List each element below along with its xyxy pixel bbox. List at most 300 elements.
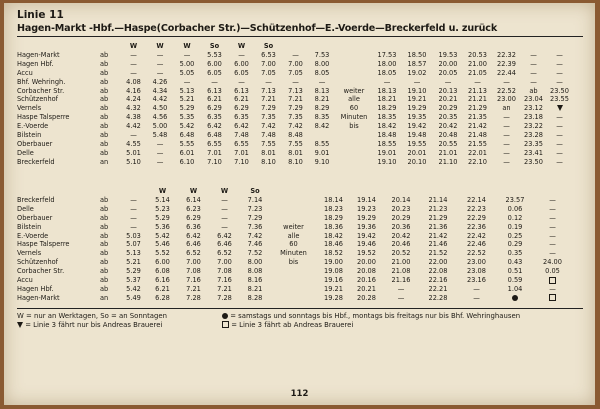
departure-time: 21.00 (391, 258, 411, 267)
table-row (17, 294, 571, 303)
departure-time: 18.55 (377, 139, 397, 148)
departure-time: 0.12 (507, 213, 523, 222)
departure-time: — (221, 195, 228, 204)
departure-time: 9.01 (314, 148, 330, 157)
table-row (17, 149, 573, 158)
station-name: Bhf. Wehringh. (17, 77, 66, 86)
departure-time (546, 104, 573, 113)
departure-time: 8.08 (247, 267, 263, 276)
departure-time: 8.16 (247, 276, 263, 285)
table-row (17, 196, 571, 205)
departure-time: 19.53 (438, 50, 458, 59)
departure-time: — (130, 50, 137, 59)
departure-time: 7.10 (234, 157, 249, 166)
station-name: Hagen-Markt (17, 293, 60, 302)
departure-time: 21.42 (468, 122, 487, 131)
departure-time: 8.55 (314, 139, 330, 148)
departure-time: 21.13 (468, 86, 487, 95)
departure-time: 7.35 (261, 113, 276, 122)
departure-time: — (130, 195, 137, 204)
departure-time: 6.05 (207, 68, 222, 77)
departure-time: — (444, 77, 452, 86)
station-name: E.-Voerde (17, 231, 49, 240)
departure-time: 19.55 (407, 139, 427, 148)
departure-time: 5.01 (126, 148, 141, 157)
departure-time: 0.25 (507, 231, 523, 240)
interval-note (335, 149, 373, 158)
departure-time: 7.29 (261, 104, 276, 113)
departure-time: 5.42 (179, 122, 195, 131)
departure-time: 5.21 (126, 258, 141, 267)
departure-time: 18.35 (377, 113, 397, 122)
departure-time: 23.00 (497, 95, 516, 104)
departure-time: 7.29 (247, 213, 263, 222)
interval-note: bis (288, 258, 299, 267)
interval-note (270, 205, 317, 214)
table-row (17, 249, 571, 258)
departure-time: 5.49 (126, 293, 141, 302)
departure-time: 19.08 (324, 267, 343, 276)
table-row (17, 131, 573, 140)
departure-time: 6.42 (217, 231, 232, 240)
day-code-header: W (189, 187, 198, 195)
departure-time: 22.29 (467, 213, 486, 222)
departure-time: 7.16 (186, 276, 201, 285)
departure-time: 22.21 (428, 284, 448, 293)
departure-time: 21.52 (428, 249, 448, 258)
departure-time: 18.57 (407, 59, 427, 68)
departure-time: — (503, 148, 510, 157)
departure-time: 7.42 (247, 231, 263, 240)
departure-time: — (473, 284, 480, 293)
departure-time: 19.36 (357, 222, 376, 231)
departure-time: 7.00 (288, 59, 303, 68)
departure-time: 7.08 (217, 267, 232, 276)
departure-time: 0.51 (507, 267, 523, 276)
departure-time: 1.04 (507, 284, 523, 293)
interval-note (335, 158, 373, 167)
departure-time: 21.08 (391, 267, 411, 276)
departure-time: 0.06 (507, 204, 523, 213)
departure-time: 5.29 (155, 213, 170, 222)
station-name: Bilstein (17, 222, 42, 231)
direction-marker: ab (100, 95, 109, 104)
direction-marker: ab (100, 148, 109, 157)
departure-time: 21.36 (428, 222, 448, 231)
departure-time: 4.08 (126, 77, 141, 86)
direction-marker: ab (100, 113, 109, 122)
legend-day-codes: W = nur an Werktagen, So = an Sonntagen (17, 312, 168, 320)
departure-time: — (503, 122, 510, 131)
direction-marker: ab (100, 267, 109, 276)
departure-time: — (156, 59, 164, 68)
departure-time: — (130, 68, 137, 77)
departure-time: 8.28 (247, 293, 263, 302)
departure-time: 7.46 (247, 240, 263, 249)
departure-time: 7.55 (261, 139, 276, 148)
departure-time: 6.08 (155, 267, 170, 276)
departure-time: — (156, 68, 164, 77)
departure-time: 4.16 (126, 86, 141, 95)
departure-time: — (556, 68, 563, 77)
departure-time: 19.16 (324, 276, 343, 285)
departure-time: 7.23 (247, 204, 263, 213)
table-row (17, 214, 571, 223)
departure-time: 20.48 (438, 131, 458, 140)
square-icon (549, 277, 556, 284)
departure-time: 6.16 (155, 276, 170, 285)
table-row (17, 69, 573, 78)
departure-time: 22.10 (468, 157, 487, 166)
departure-time: 18.42 (377, 122, 397, 131)
departure-time: 18.05 (377, 68, 397, 77)
departure-time: 5.52 (155, 249, 170, 258)
departure-time: 5.53 (207, 50, 222, 59)
departure-time: — (156, 157, 164, 166)
inbound-header-row (17, 187, 571, 196)
day-code-header: W (129, 42, 138, 50)
departure-time: — (549, 231, 556, 240)
interval-note: Minuten (340, 113, 368, 122)
departure-time (534, 276, 571, 285)
departure-time: — (292, 77, 299, 86)
departure-time: — (473, 293, 480, 302)
interval-note (335, 51, 373, 60)
departure-time: 6.21 (207, 95, 222, 104)
departure-time: 20.10 (407, 157, 427, 166)
departure-time: — (556, 131, 563, 140)
departure-time: 20.42 (438, 122, 458, 131)
departure-time: 18.21 (377, 95, 397, 104)
departure-time: — (221, 213, 228, 222)
departure-time: 5.13 (179, 86, 195, 95)
departure-time: 21.35 (468, 113, 487, 122)
departure-time: — (413, 77, 421, 86)
departure-time: 19.52 (357, 249, 376, 258)
departure-time: 19.23 (357, 204, 376, 213)
departure-time: 21.00 (468, 59, 487, 68)
departure-time: 8.35 (314, 113, 330, 122)
departure-time: 22.52 (497, 86, 516, 95)
departure-time: 22.00 (428, 258, 448, 267)
table-row (17, 51, 573, 60)
departure-time: 6.00 (234, 59, 249, 68)
direction-marker: ab (100, 139, 109, 148)
square-icon (222, 321, 229, 328)
table-row (17, 113, 573, 122)
interval-note: weiter (283, 222, 304, 231)
interval-note (270, 276, 317, 285)
departure-time: 7.16 (217, 276, 232, 285)
departure-time: 21.55 (468, 139, 487, 148)
departure-time: 23.41 (524, 148, 543, 157)
day-code-header: So (263, 42, 274, 50)
title-rule (17, 36, 583, 37)
departure-time: — (503, 113, 510, 122)
departure-time: 0.43 (507, 258, 523, 267)
station-name: Haspe Talsperre (17, 113, 70, 122)
departure-time: 23.16 (467, 276, 486, 285)
departure-time: — (130, 213, 137, 222)
departure-time: 5.10 (126, 157, 141, 166)
direction-marker: ab (100, 213, 109, 222)
interval-note (270, 196, 317, 205)
departure-time: 20.21 (438, 95, 458, 104)
table-row (17, 205, 571, 214)
departure-time: 5.37 (126, 276, 141, 285)
departure-time: — (211, 77, 218, 86)
outbound-timetable (17, 42, 573, 167)
departure-time: 19.35 (407, 113, 427, 122)
departure-time: 5.00 (152, 122, 168, 131)
departure-time: — (383, 77, 391, 86)
departure-time: 18.48 (377, 131, 397, 140)
interval-note: 60 (349, 104, 359, 113)
direction-marker: ab (100, 104, 109, 113)
departure-time: 21.23 (428, 204, 448, 213)
direction-marker: ab (100, 258, 109, 267)
departure-time: 7.53 (314, 50, 330, 59)
station-name: Vernels (17, 104, 42, 113)
departure-time: 20.52 (391, 249, 411, 258)
departure-time: 20.42 (391, 231, 411, 240)
departure-time: 0.29 (507, 240, 523, 249)
departure-time: 8.10 (288, 157, 303, 166)
departure-time: 7.00 (217, 258, 232, 267)
interval-note: weiter (343, 86, 365, 95)
direction-marker: ab (100, 222, 109, 231)
departure-time: 6.21 (234, 95, 249, 104)
departure-time: 9.10 (314, 157, 330, 166)
table-row (17, 104, 573, 113)
inbound-timetable (17, 187, 571, 303)
departure-time: 18.13 (377, 86, 397, 95)
legend-saturday-sunday (222, 312, 520, 321)
departure-time: 20.46 (391, 240, 411, 249)
departure-time: 6.35 (234, 113, 249, 122)
departure-time: 20.35 (438, 113, 458, 122)
departure-time: 4.50 (152, 104, 168, 113)
departure-time: 23.35 (524, 139, 543, 148)
station-name: Hagen-Markt (17, 50, 60, 59)
departure-time: — (156, 50, 164, 59)
departure-time: 20.00 (438, 59, 458, 68)
departure-time: 0.19 (507, 222, 523, 231)
station-name: Accu (17, 68, 33, 77)
departure-time: 21.29 (468, 104, 487, 113)
direction-marker: an (100, 293, 109, 302)
departure-time: 20.28 (357, 293, 376, 302)
departure-time: 7.42 (288, 122, 303, 131)
departure-time: 18.29 (377, 104, 397, 113)
station-name: Corbacher Str. (17, 86, 65, 95)
departure-time: 5.48 (152, 131, 168, 140)
departure-time: 20.05 (438, 68, 458, 77)
departure-time: — (530, 68, 537, 77)
departure-time: 18.00 (377, 59, 397, 68)
departure-time: 7.08 (186, 267, 201, 276)
station-name: Hagen Hbf. (17, 284, 54, 293)
departure-time: 22.08 (428, 267, 448, 276)
departure-time: 6.52 (186, 249, 201, 258)
departure-time: — (556, 157, 563, 166)
direction-marker: ab (100, 122, 109, 131)
departure-time: 19.00 (324, 258, 343, 267)
departure-time: 22.42 (467, 231, 486, 240)
departure-time: 19.02 (407, 68, 427, 77)
interval-note (270, 267, 317, 276)
departure-time: — (556, 122, 563, 131)
legend-left (17, 312, 167, 330)
departure-time: 19.46 (357, 240, 376, 249)
interval-note: bis (349, 122, 359, 131)
departure-time: 4.32 (126, 104, 141, 113)
departure-time: 6.13 (234, 86, 249, 95)
departure-time (309, 131, 335, 140)
departure-time: 7.21 (288, 95, 303, 104)
departure-time: 8.21 (314, 95, 330, 104)
departure-time: — (318, 77, 326, 86)
departure-time: 4.42 (152, 95, 168, 104)
station-name: Accu (17, 276, 33, 285)
departure-time: 23.55 (550, 95, 569, 104)
station-name: Oberbauer (17, 139, 53, 148)
departure-time: 8.21 (247, 284, 263, 293)
direction-marker: ab (100, 240, 109, 249)
departure-time: 7.28 (186, 293, 201, 302)
departure-time: 7.05 (261, 68, 276, 77)
table-row (17, 240, 571, 249)
departure-time: 22.16 (428, 276, 448, 285)
departure-time: — (221, 222, 228, 231)
departure-time: 5.36 (155, 222, 170, 231)
legend-rule (17, 308, 583, 309)
departure-time: 6.00 (207, 59, 222, 68)
day-code-header: W (156, 42, 164, 50)
departure-time (496, 294, 534, 303)
departure-time: — (503, 157, 510, 166)
departure-time: 8.29 (314, 104, 330, 113)
table-row (17, 285, 571, 294)
departure-time: 7.42 (261, 122, 276, 131)
departure-time: 8.00 (247, 258, 263, 267)
departure-time: — (556, 59, 563, 68)
day-code-header: So (250, 187, 260, 195)
departure-time: — (156, 148, 164, 157)
departure-time: — (556, 113, 563, 122)
legend-line3-until (17, 321, 167, 330)
direction-marker: ab (100, 131, 109, 140)
departure-time: 22.32 (497, 50, 516, 59)
departure-time: 20.53 (468, 50, 487, 59)
departure-time: 6.29 (186, 213, 201, 222)
departure-time: 6.36 (186, 222, 201, 231)
interval-note: alle (348, 95, 360, 104)
direction-marker: ab (100, 50, 109, 59)
departure-time: — (549, 222, 556, 231)
direction-marker: an (100, 157, 109, 166)
departure-time: — (397, 284, 405, 293)
departure-time: — (130, 59, 137, 68)
departure-time: — (556, 139, 563, 148)
legend-right (222, 312, 520, 330)
departure-time: 7.52 (247, 249, 263, 258)
departure-time: 20.14 (391, 195, 411, 204)
departure-time: — (549, 240, 556, 249)
departure-time: 20.55 (438, 139, 458, 148)
departure-time: — (503, 77, 510, 86)
departure-time: 6.10 (179, 157, 195, 166)
departure-time: — (556, 50, 563, 59)
departure-time: 24.00 (543, 258, 562, 267)
departure-time: 22.28 (428, 293, 448, 302)
station-name: E.-Voerde (17, 122, 49, 131)
departure-time: 22.23 (467, 204, 486, 213)
departure-time: — (130, 222, 137, 231)
departure-time: 6.48 (179, 131, 195, 140)
table-row (17, 140, 573, 149)
direction-marker: ab (100, 276, 109, 285)
direction-marker: ab (100, 204, 109, 213)
departure-time: 6.05 (234, 68, 249, 77)
departure-time: 7.48 (261, 131, 276, 140)
departure-time: 5.29 (126, 267, 141, 276)
departure-time: 7.14 (247, 195, 263, 204)
departure-time: 8.13 (314, 86, 330, 95)
departure-time: 7.35 (288, 113, 303, 122)
departure-time: 5.13 (126, 249, 141, 258)
direction-marker: ab (100, 249, 109, 258)
departure-time: 0.59 (507, 276, 523, 285)
departure-time: 7.10 (207, 157, 222, 166)
departure-time: 22.36 (467, 222, 486, 231)
departure-time: — (397, 293, 405, 302)
table-row (17, 267, 571, 276)
departure-time: 23.57 (505, 195, 525, 204)
departure-time: 6.42 (186, 231, 201, 240)
departure-time: 5.42 (126, 284, 141, 293)
table-row (17, 258, 571, 267)
triangle-icon (17, 322, 23, 328)
interval-note (270, 214, 317, 223)
direction-marker: ab (100, 284, 109, 293)
departure-time: 21.46 (428, 240, 448, 249)
departure-time: — (265, 77, 272, 86)
departure-time: 7.29 (288, 104, 303, 113)
departure-time: 22.39 (497, 59, 516, 68)
departure-time: 21.10 (438, 157, 458, 166)
departure-time: — (238, 50, 245, 59)
departure-time (534, 294, 571, 303)
table-row (17, 122, 573, 131)
departure-time: 19.10 (377, 157, 397, 166)
table-row (17, 60, 573, 69)
departure-time: 7.13 (261, 86, 276, 95)
departure-time: — (156, 139, 164, 148)
departure-time: 5.21 (179, 95, 195, 104)
departure-time: 20.36 (391, 222, 411, 231)
table-row (17, 95, 573, 104)
departure-time: 5.07 (126, 240, 141, 249)
departure-time: 7.00 (261, 59, 276, 68)
interval-note (335, 140, 373, 149)
departure-time: — (549, 204, 556, 213)
direction-marker: ab (100, 86, 109, 95)
departure-time: 6.53 (261, 50, 276, 59)
day-code-header: W (183, 42, 191, 50)
departure-time: 21.05 (468, 68, 487, 77)
departure-time: 5.14 (155, 195, 170, 204)
